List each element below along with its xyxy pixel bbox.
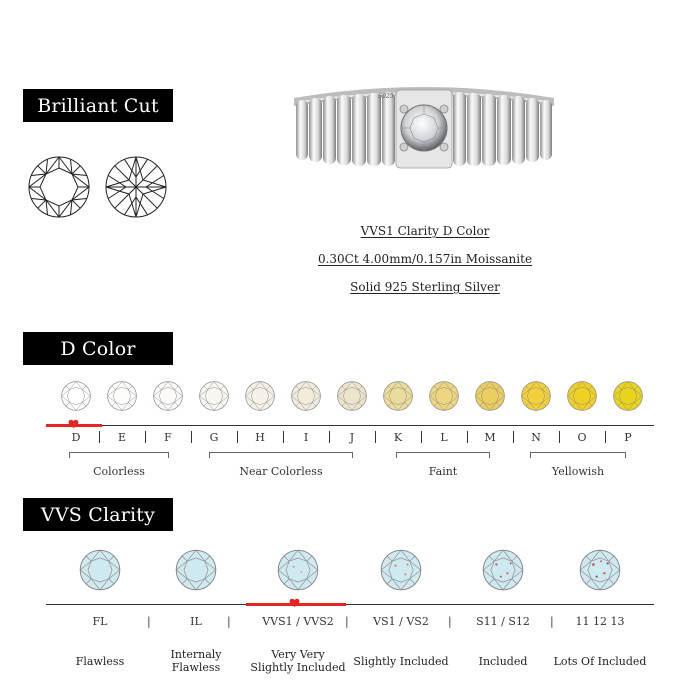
grade-separator <box>191 431 192 443</box>
clarity-gem-icon <box>481 548 525 592</box>
grade-separator <box>559 431 560 443</box>
colorless-bracket <box>69 452 169 458</box>
color-grade-label: M <box>484 431 496 444</box>
clarity-grade-label: S11 / S12 <box>476 615 530 628</box>
grade-separator <box>237 431 238 443</box>
clarity-description: Slightly Included <box>353 655 449 668</box>
spec-clarity-color: VVS1 Clarity D Color <box>360 224 490 238</box>
spec-material: Solid 925 Sterling Silver <box>350 280 500 294</box>
color-grade-label: J <box>349 431 355 444</box>
grade-separator <box>99 431 100 443</box>
grade-separator <box>375 431 376 443</box>
clarity-grade-label: VVS1 / VVS2 <box>262 615 334 628</box>
grade-separator: | <box>448 615 452 628</box>
brilliant-cut-banner: Brilliant Cut <box>23 89 173 122</box>
clarity-gem-icon <box>379 548 423 592</box>
group-label-yellowish: Yellowish <box>551 465 605 478</box>
spec-size: 0.30Ct 4.00mm/0.157in Moissanite <box>317 252 533 266</box>
grade-separator <box>145 431 146 443</box>
clarity-grade-label: IL <box>190 615 202 628</box>
clarity-grade-label: VS1 / VS2 <box>373 615 429 628</box>
clarity-gem-icon <box>578 548 622 592</box>
clarity-grade-label: FL <box>92 615 108 628</box>
color-grade-label: P <box>624 431 632 444</box>
clarity-gem-icon <box>174 548 218 592</box>
color-grade-label: D <box>71 431 81 444</box>
gem-grade-l-icon <box>428 380 460 412</box>
gem-grade-d-icon <box>60 380 92 412</box>
heart-icon <box>288 598 301 608</box>
gem-grade-i-icon <box>290 380 322 412</box>
grade-separator <box>605 431 606 443</box>
gem-grade-n-icon <box>520 380 552 412</box>
color-grade-label: O <box>577 431 587 444</box>
color-grade-label: H <box>255 431 265 444</box>
gem-grade-h-icon <box>244 380 276 412</box>
clarity-description: Very Very Slightly Included <box>250 648 346 674</box>
color-grade-label: E <box>117 431 127 444</box>
grade-separator <box>329 431 330 443</box>
grade-separator: | <box>550 615 554 628</box>
clarity-gem-icon <box>276 548 320 592</box>
clarity-description: Lots Of Included <box>553 655 647 668</box>
clarity-gem-icon <box>78 548 122 592</box>
faint-bracket <box>396 452 490 458</box>
gem-grade-j-icon <box>336 380 368 412</box>
gem-grade-e-icon <box>106 380 138 412</box>
clarity-description: Internaly Flawless <box>170 648 222 674</box>
clarity-description: Flawless <box>75 655 125 668</box>
clarity-grade-label: 11 12 13 <box>575 615 625 628</box>
color-grade-label: G <box>209 431 219 444</box>
clarity-description: Included <box>478 655 528 668</box>
vvs-clarity-banner: VVS Clarity <box>23 498 173 531</box>
gem-grade-f-icon <box>152 380 184 412</box>
group-label-colorless: Colorless <box>93 465 145 478</box>
clarity-scale-axis <box>46 604 654 605</box>
color-grade-label: K <box>393 431 403 444</box>
grade-separator: | <box>345 615 349 628</box>
gem-grade-g-icon <box>198 380 230 412</box>
grade-separator <box>467 431 468 443</box>
grade-separator <box>283 431 284 443</box>
color-grade-label: L <box>440 431 448 444</box>
ring-image <box>288 76 560 188</box>
color-scale-axis <box>46 425 654 426</box>
d-color-banner: D Color <box>23 332 173 365</box>
grade-separator: | <box>147 615 151 628</box>
color-grade-label: I <box>303 431 309 444</box>
grade-separator <box>421 431 422 443</box>
group-label-near-colorless: Near Colorless <box>239 465 323 478</box>
yellowish-bracket <box>530 452 626 458</box>
gem-grade-k-icon <box>382 380 414 412</box>
grade-separator: | <box>227 615 231 628</box>
color-grade-label: N <box>531 431 541 444</box>
gem-grade-m-icon <box>474 380 506 412</box>
ring-stamp: S925 <box>378 93 394 100</box>
color-grade-label: F <box>164 431 172 444</box>
heart-icon <box>67 419 80 429</box>
grade-separator <box>513 431 514 443</box>
near-colorless-bracket <box>209 452 353 458</box>
brilliant-cut-pavilion-view-icon <box>104 155 168 219</box>
gem-grade-o-icon <box>566 380 598 412</box>
brilliant-cut-top-view-icon <box>27 155 91 219</box>
gem-grade-p-icon <box>612 380 644 412</box>
group-label-faint: Faint <box>428 465 458 478</box>
